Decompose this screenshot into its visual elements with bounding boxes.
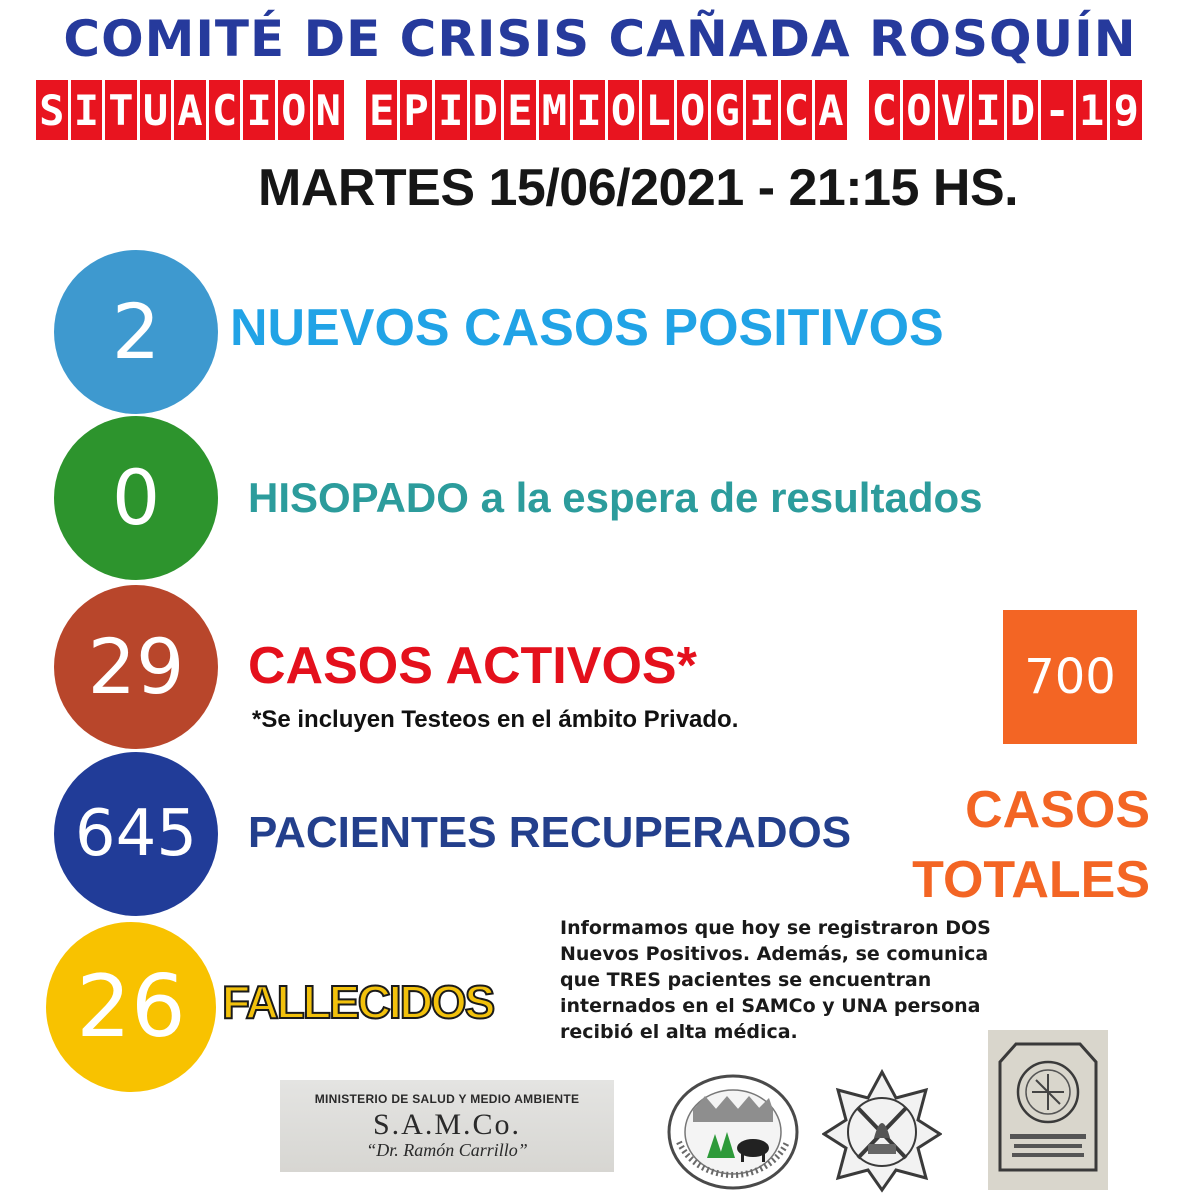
new-cases-label: NUEVOS CASOS POSITIVOS — [230, 299, 944, 357]
info-line: Nuevos Positivos. Además, se comunica — [560, 943, 989, 965]
active-cases-note: *Se incluyen Testeos en el ámbito Privado. — [252, 706, 739, 733]
subtitle-letter-tile: A — [815, 80, 847, 140]
subtitle-letter-tile: L — [642, 80, 674, 140]
samco-ministry-text: MINISTERIO DE SALUD Y MEDIO AMBIENTE — [314, 1091, 580, 1106]
subtitle-word-gap — [850, 80, 866, 140]
samco-name-text: S.A.M.Co. — [372, 1107, 522, 1141]
subtitle-letter-tile: D — [1007, 80, 1039, 140]
subtitle-letter-tile: C — [869, 80, 901, 140]
info-paragraph — [560, 915, 1150, 1045]
subtitle-letter-tile: I — [435, 80, 467, 140]
samco-doctor-text: “Dr. Ramón Carrillo” — [366, 1139, 528, 1160]
subtitle-letter-tile: O — [278, 80, 310, 140]
total-cases-label-line1: CASOS — [965, 781, 1150, 839]
deceased-circle: 26 — [46, 922, 216, 1092]
page-title: COMITÉ DE CRISIS CAÑADA ROSQUÍN — [63, 10, 1137, 68]
active-cases-circle: 29 — [54, 585, 218, 749]
recovered-circle: 645 — [54, 752, 218, 916]
subtitle-letter-tile: U — [140, 80, 172, 140]
subtitle-banner — [36, 80, 1142, 140]
subtitle-letter-tile: I — [746, 80, 778, 140]
subtitle-letter-tile: O — [677, 80, 709, 140]
report-date: MARTES 15/06/2021 - 21:15 HS. — [258, 159, 1019, 217]
subtitle-letter-tile: C — [209, 80, 241, 140]
subtitle-letter-tile: V — [938, 80, 970, 140]
subtitle-letter-tile: - — [1041, 80, 1073, 140]
subtitle-letter-tile: M — [539, 80, 571, 140]
subtitle-letter-tile: A — [174, 80, 206, 140]
deceased-label: FALLECIDOS — [222, 976, 494, 1028]
info-line: recibió el alta médica. — [560, 1021, 798, 1043]
subtitle-letter-tile: E — [504, 80, 536, 140]
total-cases-box: 700 — [1003, 610, 1137, 744]
active-cases-label: CASOS ACTIVOS* — [248, 637, 697, 695]
info-line: internados en el SAMCo y UNA persona — [560, 995, 981, 1017]
subtitle-letter-tile: I — [243, 80, 275, 140]
info-line: Informamos que hoy se registraron DOS — [560, 917, 991, 939]
subtitle-letter-tile: P — [400, 80, 432, 140]
subtitle-letter-tile: O — [608, 80, 640, 140]
total-cases-label-line2: TOTALES — [912, 851, 1150, 909]
total-cases-label — [900, 775, 1150, 915]
subtitle-letter-tile: C — [781, 80, 813, 140]
comuna-seal-icon — [665, 1072, 801, 1192]
info-line: que TRES pacientes se encuentran — [560, 969, 932, 991]
swab-pending-label: HISOPADO a la espera de resultados — [248, 474, 983, 521]
subtitle-letter-tile: E — [366, 80, 398, 140]
new-cases-circle: 2 — [54, 250, 218, 414]
subtitle-letter-tile: N — [313, 80, 345, 140]
samco-logo — [280, 1080, 614, 1172]
recovered-label: PACIENTES RECUPERADOS — [248, 808, 852, 857]
subtitle-letter-tile: I — [972, 80, 1004, 140]
subtitle-letter-tile: O — [903, 80, 935, 140]
subtitle-word-gap — [347, 80, 363, 140]
police-stamp-icon — [988, 1030, 1108, 1190]
subtitle-letter-tile: 9 — [1110, 80, 1142, 140]
swab-pending-circle: 0 — [54, 416, 218, 580]
subtitle-letter-tile: D — [470, 80, 502, 140]
subtitle-letter-tile: S — [36, 80, 68, 140]
subtitle-letter-tile: 1 — [1076, 80, 1108, 140]
subtitle-letter-tile: T — [105, 80, 137, 140]
subtitle-letter-tile: I — [71, 80, 103, 140]
subtitle-letter-tile: G — [711, 80, 743, 140]
firefighters-emblem-icon — [822, 1068, 942, 1193]
subtitle-letter-tile: I — [573, 80, 605, 140]
